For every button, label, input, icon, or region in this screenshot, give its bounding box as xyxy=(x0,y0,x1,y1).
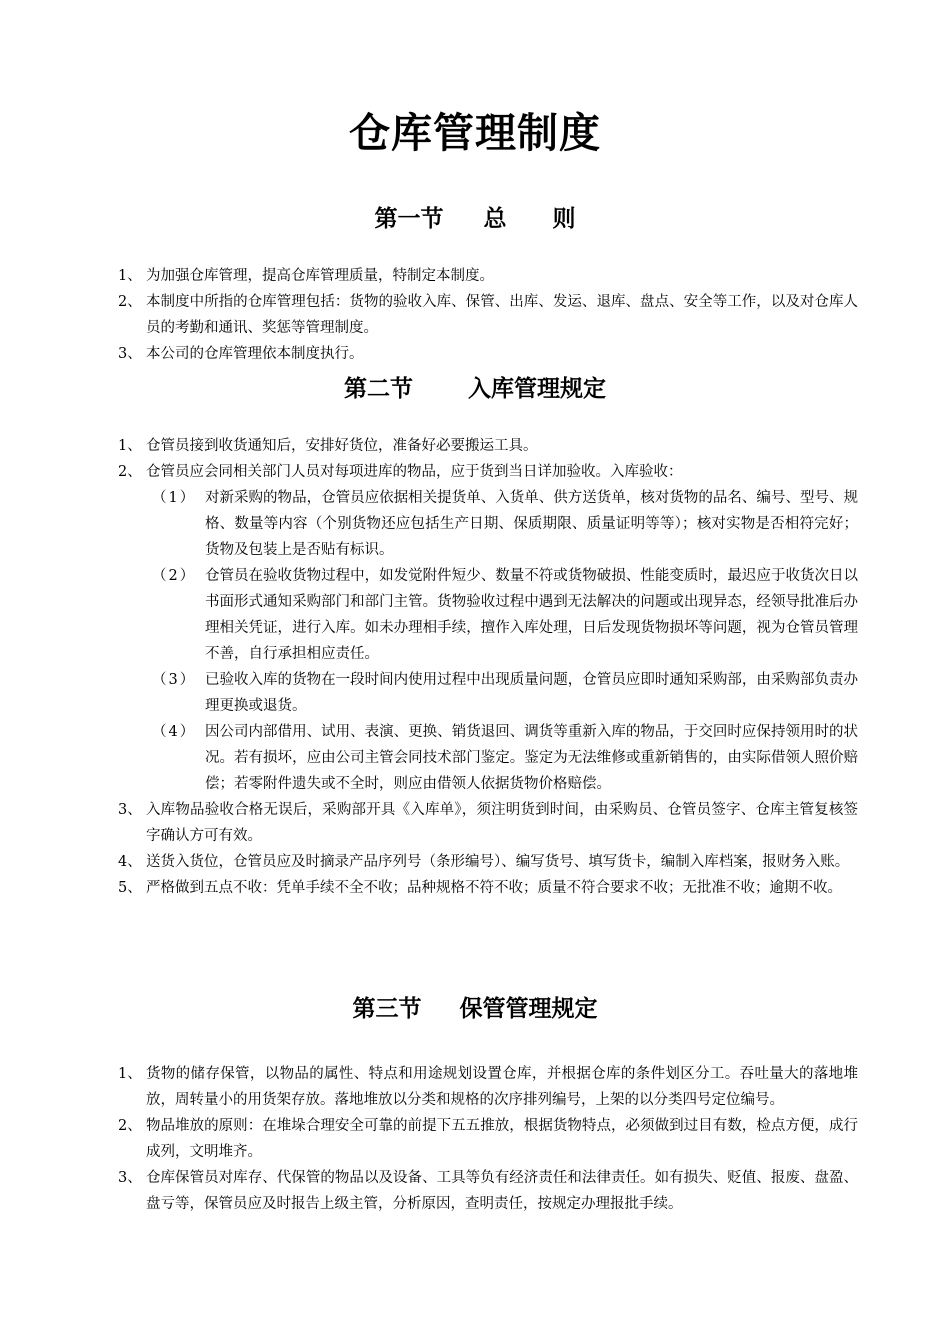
section-1-list xyxy=(118,263,858,367)
item-number: 5、 xyxy=(118,880,142,896)
section-2-heading: 入库管理规定 xyxy=(468,376,606,402)
section-2-list xyxy=(118,433,858,901)
section-2-name: 第二节 xyxy=(344,376,413,402)
item-text: 仓库保管员对库存、代保管的物品以及设备、工具等负有经济责任和法律责任。如有损失、贬值、报废、盘盈、盘亏等，保管员应及时报告上级主管，分析原因，查明责任，按规定办理报批手续。 xyxy=(146,1170,858,1212)
section-3-heading: 保管管理规定 xyxy=(459,996,598,1022)
sub-list-item xyxy=(152,719,858,797)
sub-item-text: 已验收入库的货物在一段时间内使用过程中出现质量问题，仓管员应即时通知采购部，由采购部负责办理更换或退货。 xyxy=(205,672,858,714)
list-item xyxy=(118,263,858,289)
list-item xyxy=(118,1165,858,1217)
sub-item-number: （2） xyxy=(152,568,197,584)
sub-item-text: 仓管员在验收货物过程中，如发觉附件短少、数量不符或货物破损、性能变质时，最迟应于收货次日以书面形式通知采购部门和部门主管。货物验收过程中遇到无法解决的问题或出现异态，经领导批准后办理相关凭证，进行入库。如未办理相手续，擅作入库处理，日后发现货物损坏等问题，视为仓管员管理不善，自行承担相应责任。 xyxy=(205,568,858,662)
sub-list-item xyxy=(152,563,858,667)
sub-item-number: （4） xyxy=(152,724,197,740)
list-item xyxy=(118,289,858,341)
item-text: 仓管员应会同相关部门人员对每项进库的物品，应于货到当日详加验收。入库验收： xyxy=(146,464,683,480)
sub-item-text: 因公司内部借用、试用、表演、更换、销货退回、调货等重新入库的物品，于交回时应保持领用时的状况。若有损坏，应由公司主管会同技术部门鉴定。鉴定为无法维修或重新销售的，由实际借领人照价赔偿；若零附件遗失或不全时，则应由借领人依据货物价格赔偿。 xyxy=(205,724,858,792)
item-text: 货物的储存保管，以物品的属性、特点和用途规划设置仓库，并根据仓库的条件划区分工。吞吐量大的落地堆放，周转量小的用货架存放。落地堆放以分类和规格的次序排列编号，上架的以分类四号定位编号。 xyxy=(146,1066,858,1108)
list-item xyxy=(118,797,858,849)
sub-list-item xyxy=(152,667,858,719)
list-item xyxy=(118,849,858,875)
item-number: 3、 xyxy=(118,346,142,362)
sub-item-text: 对新采购的物品，仓管员应依据相关提货单、入货单、供方送货单，核对货物的品名、编号、型号、规格、数量等内容（个别货物还应包括生产日期、保质期限、质量证明等等）；核对实物是否相符完好；货物及包装上是否贴有标识。 xyxy=(205,490,858,558)
section-1-title xyxy=(0,200,950,233)
document-title: 仓库管理制度 xyxy=(349,109,601,157)
list-item xyxy=(118,341,858,367)
list-item xyxy=(118,459,858,485)
section-3-name: 第三节 xyxy=(352,996,422,1022)
item-text: 本公司的仓库管理依本制度执行。 xyxy=(146,346,364,362)
item-number: 3、 xyxy=(118,802,142,818)
item-text: 入库物品验收合格无误后，采购部开具《入库单》，须注明货到时间，由采购员、仓管员签字、仓库主管复核签字确认方可有效。 xyxy=(146,802,858,844)
item-text: 送货入货位，仓管员应及时摘录产品序列号（条形编号）、编写货号、填写货卡，编制入库档案，报财务入账。 xyxy=(146,854,850,870)
section-3-title xyxy=(0,990,950,1023)
item-number: 1、 xyxy=(118,1066,142,1082)
list-item xyxy=(118,433,858,459)
list-item xyxy=(118,1061,858,1113)
list-item xyxy=(118,875,858,901)
item-number: 3、 xyxy=(118,1170,142,1186)
section-1-name: 第一节 xyxy=(374,206,444,232)
item-text: 仓管员接到收货通知后，安排好货位，准备好必要搬运工具。 xyxy=(146,438,538,454)
section-3-list xyxy=(118,1061,858,1217)
sub-item-number: （1） xyxy=(152,490,197,506)
sub-item-number: （3） xyxy=(152,672,197,688)
section-2-title xyxy=(0,370,950,403)
section-1-heading: 总 则 xyxy=(483,206,576,232)
item-number: 4、 xyxy=(118,854,142,870)
item-text: 严格做到五点不收：凭单手续不全不收；品种规格不符不收；质量不符合要求不收；无批准不收；逾期不收。 xyxy=(146,880,842,896)
item-text: 为加强仓库管理，提高仓库管理质量，特制定本制度。 xyxy=(146,268,494,284)
item-text: 物品堆放的原则：在堆垛合理安全可靠的前提下五五推放，根据货物特点，必须做到过目有数，检点方便，成行成列，文明堆齐。 xyxy=(146,1118,858,1160)
item-text: 本制度中所指的仓库管理包括：货物的验收入库、保管、出库、发运、退库、盘点、安全等工作，以及对仓库人员的考勤和通讯、奖惩等管理制度。 xyxy=(146,294,858,336)
item-number: 2、 xyxy=(118,294,142,310)
item-number: 2、 xyxy=(118,464,142,480)
sub-list-item xyxy=(152,485,858,563)
item-number: 1、 xyxy=(118,268,142,284)
item-number: 1、 xyxy=(118,438,142,454)
item-number: 2、 xyxy=(118,1118,142,1134)
list-item xyxy=(118,1113,858,1165)
